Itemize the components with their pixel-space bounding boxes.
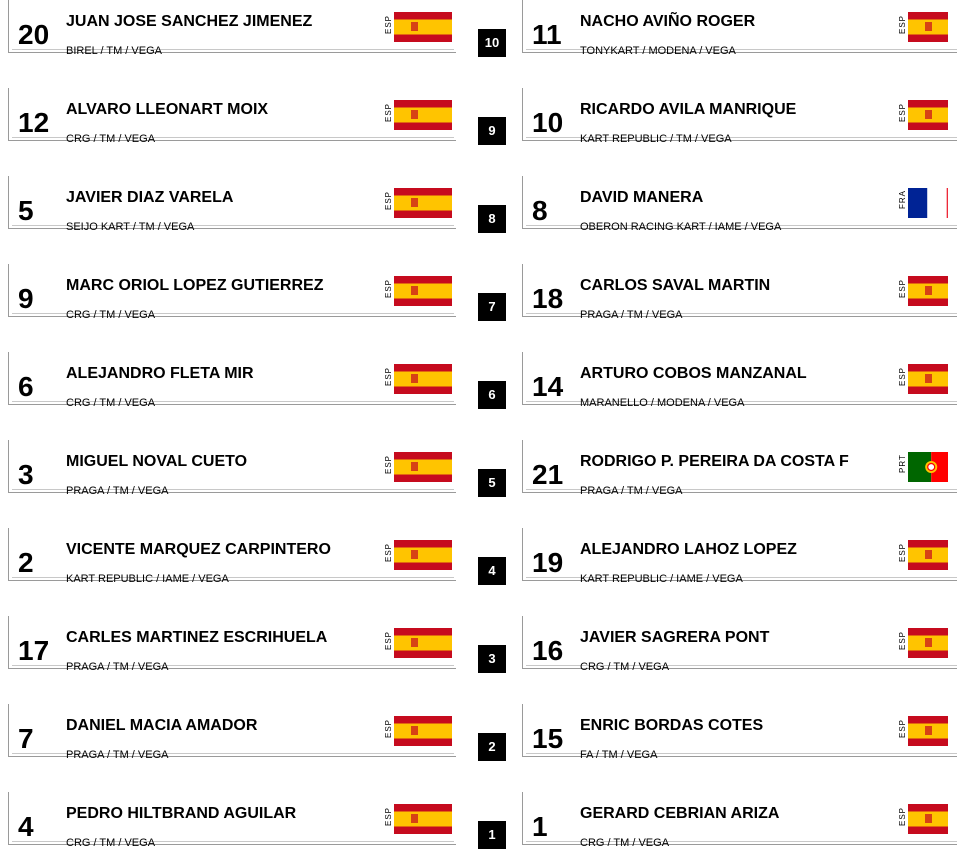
spain-flag-icon [908, 804, 948, 834]
country-code: ESP [898, 100, 908, 124]
team-chassis-engine: CRG / TM / VEGA [66, 133, 156, 145]
kart-number: 21 [532, 459, 564, 490]
spain-flag-icon [394, 804, 452, 834]
kart-number: 3 [18, 459, 34, 490]
grid-position-badge: 1 [478, 821, 506, 849]
kart-number: 18 [532, 283, 564, 314]
country-code: ESP [384, 188, 394, 212]
spain-flag-icon [394, 628, 452, 658]
spain-flag-icon [908, 276, 948, 306]
team-chassis-engine: CRG / TM / VEGA [580, 837, 670, 849]
spain-flag-icon [394, 364, 452, 394]
driver-name: ENRIC BORDAS COTES [580, 717, 764, 734]
driver-name: MARC ORIOL LOPEZ GUTIERREZ [66, 277, 324, 294]
kart-number: 9 [18, 283, 34, 314]
grid-position-badge: 2 [478, 733, 506, 761]
grid-entry-left [8, 616, 456, 678]
grid-entry-right [522, 88, 957, 150]
grid-position-badge: 7 [478, 293, 506, 321]
team-chassis-engine: KART REPUBLIC / TM / VEGA [580, 133, 732, 145]
team-chassis-engine: SEIJO KART / TM / VEGA [66, 221, 195, 233]
country-code: ESP [898, 12, 908, 36]
driver-name: PEDRO HILTBRAND AGUILAR [66, 805, 297, 822]
grid-entry-right [522, 792, 957, 854]
driver-name: JUAN JOSE SANCHEZ JIMENEZ [66, 13, 313, 30]
spain-flag-icon [394, 540, 452, 570]
driver-name: GERARD CEBRIAN ARIZA [580, 805, 780, 822]
team-chassis-engine: MARANELLO / MODENA / VEGA [580, 397, 745, 409]
team-chassis-engine: KART REPUBLIC / IAME / VEGA [66, 573, 229, 585]
country-code: ESP [898, 276, 908, 300]
driver-name: ARTURO COBOS MANZANAL [580, 365, 807, 382]
team-chassis-engine: PRAGA / TM / VEGA [66, 661, 169, 673]
driver-name: JAVIER SAGRERA PONT [580, 629, 770, 646]
country-code: ESP [898, 628, 908, 652]
grid-entry-left [8, 528, 456, 590]
grid-position-badge: 8 [478, 205, 506, 233]
kart-number: 4 [18, 811, 34, 842]
kart-number: 19 [532, 547, 564, 578]
kart-number: 5 [18, 195, 34, 226]
driver-name: ALEJANDRO LAHOZ LOPEZ [580, 541, 797, 558]
kart-number: 20 [18, 19, 50, 50]
spain-flag-icon [394, 188, 452, 218]
driver-name: RODRIGO P. PEREIRA DA COSTA F [580, 453, 849, 470]
team-chassis-engine: CRG / TM / VEGA [580, 661, 670, 673]
grid-entry-left [8, 792, 456, 854]
team-chassis-engine: CRG / TM / VEGA [66, 397, 156, 409]
grid-entry-right [522, 0, 957, 62]
country-code: ESP [384, 364, 394, 388]
driver-name: VICENTE MARQUEZ CARPINTERO [66, 541, 331, 558]
country-code: FRA [898, 188, 908, 212]
grid-entry-right [522, 352, 957, 414]
grid-position-badge: 10 [478, 29, 506, 57]
kart-number: 14 [532, 371, 564, 402]
driver-name: JAVIER DIAZ VARELA [66, 189, 234, 206]
driver-name: MIGUEL NOVAL CUETO [66, 453, 248, 470]
country-code: ESP [384, 100, 394, 124]
driver-name: ALEJANDRO FLETA MIR [66, 365, 254, 382]
grid-entry-left [8, 704, 456, 766]
team-chassis-engine: PRAGA / TM / VEGA [66, 749, 169, 761]
team-chassis-engine: KART REPUBLIC / IAME / VEGA [580, 573, 743, 585]
team-chassis-engine: PRAGA / TM / VEGA [580, 485, 683, 497]
country-code: ESP [898, 540, 908, 564]
country-code: ESP [384, 540, 394, 564]
grid-position-badge: 6 [478, 381, 506, 409]
spain-flag-icon [908, 100, 948, 130]
kart-number: 11 [532, 19, 562, 50]
grid-position-badge: 3 [478, 645, 506, 673]
spain-flag-icon [394, 100, 452, 130]
spain-flag-icon [908, 12, 948, 42]
team-chassis-engine: FA / TM / VEGA [580, 749, 658, 761]
country-code: ESP [384, 628, 394, 652]
country-code: ESP [898, 804, 908, 828]
kart-number: 15 [532, 723, 564, 754]
country-code: ESP [384, 276, 394, 300]
spain-flag-icon [394, 12, 452, 42]
team-chassis-engine: PRAGA / TM / VEGA [580, 309, 683, 321]
driver-name: RICARDO AVILA MANRIQUE [580, 101, 797, 118]
country-code: ESP [384, 716, 394, 740]
country-code: ESP [384, 452, 394, 476]
kart-number: 17 [18, 635, 50, 666]
grid-position-badge: 9 [478, 117, 506, 145]
driver-name: CARLOS SAVAL MARTIN [580, 277, 771, 294]
kart-number: 16 [532, 635, 564, 666]
spain-flag-icon [908, 364, 948, 394]
spain-flag-icon [394, 452, 452, 482]
grid-entry-left [8, 440, 456, 502]
driver-name: ALVARO LLEONART MOIX [66, 101, 269, 118]
grid-entry-right [522, 616, 957, 678]
grid-entry-right [522, 528, 957, 590]
spain-flag-icon [394, 716, 452, 746]
team-chassis-engine: BIREL / TM / VEGA [66, 45, 162, 57]
country-code: ESP [384, 12, 394, 36]
driver-name: DAVID MANERA [580, 189, 704, 206]
grid-entry-left [8, 176, 456, 238]
driver-name: CARLES MARTINEZ ESCRIHUELA [66, 629, 328, 646]
grid-entry-left [8, 0, 456, 62]
kart-number: 12 [18, 107, 50, 138]
country-code: ESP [898, 716, 908, 740]
france-flag-icon [908, 188, 948, 218]
spain-flag-icon [394, 276, 452, 306]
grid-entry-left [8, 88, 456, 150]
grid-entry-left [8, 352, 456, 414]
country-code: ESP [384, 804, 394, 828]
driver-name: DANIEL MACIA AMADOR [66, 717, 258, 734]
grid-entry-right [522, 264, 957, 326]
country-code: ESP [898, 364, 908, 388]
kart-number: 8 [532, 195, 548, 226]
kart-number: 10 [532, 107, 564, 138]
team-chassis-engine: CRG / TM / VEGA [66, 309, 156, 321]
grid-position-badge: 5 [478, 469, 506, 497]
grid-entry-right [522, 440, 957, 502]
team-chassis-engine: OBERON RACING KART / IAME / VEGA [580, 221, 782, 233]
grid-entry-left [8, 264, 456, 326]
grid-position-badge: 4 [478, 557, 506, 585]
driver-name: NACHO AVIÑO ROGER [580, 13, 756, 30]
country-code: PRT [898, 452, 908, 476]
grid-entry-right [522, 704, 957, 766]
spain-flag-icon [908, 540, 948, 570]
grid-entry-right [522, 176, 957, 238]
kart-number: 2 [18, 547, 34, 578]
spain-flag-icon [908, 716, 948, 746]
team-chassis-engine: PRAGA / TM / VEGA [66, 485, 169, 497]
kart-number: 6 [18, 371, 34, 402]
team-chassis-engine: CRG / TM / VEGA [66, 837, 156, 849]
portugal-flag-icon [908, 452, 948, 482]
kart-number: 1 [532, 811, 548, 842]
spain-flag-icon [908, 628, 948, 658]
team-chassis-engine: TONYKART / MODENA / VEGA [580, 45, 736, 57]
kart-number: 7 [18, 723, 34, 754]
